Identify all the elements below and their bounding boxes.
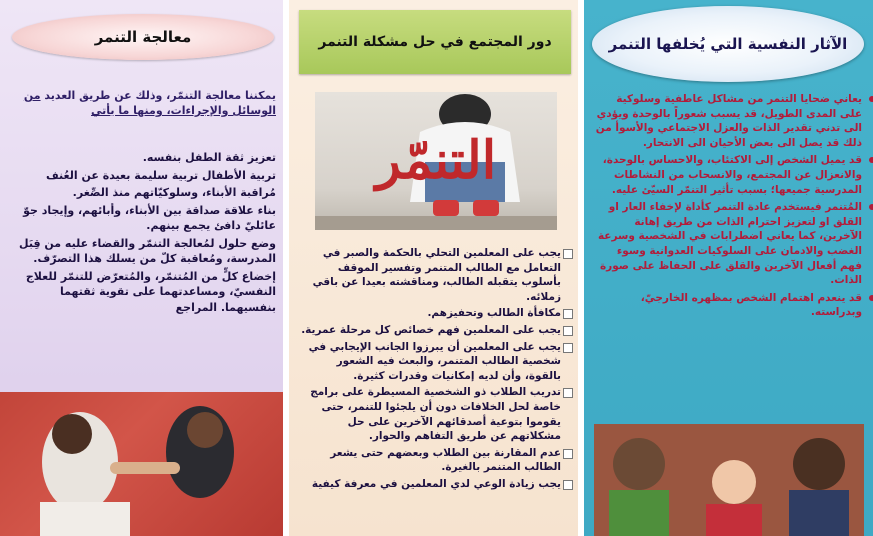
left-title: معالجة التنمر <box>94 28 192 46</box>
list-item: المُتنمر فيستخدم عادة التنمر كأداة لإخفاء العار او القلق او لتعزيز احترام الذات من طريق إهانة الآخرين، كما يعاني اضطرابات في الشخصية وسرعة الغضب والادمان على السلوكيات العدوانية وسوء فهم أفعال الآخرين والقلق على الحفاظ على صورة الذات. <box>592 200 862 288</box>
bullet-icon <box>283 274 286 280</box>
panel-bullying-treatment <box>0 0 286 536</box>
bullet-icon <box>869 96 873 102</box>
middle-photo-sad-child <box>315 92 557 230</box>
checkbox-icon <box>563 309 573 319</box>
right-title-banner <box>592 6 864 82</box>
left-intro-underlined-1: من <box>23 89 41 102</box>
left-title-banner <box>12 14 274 60</box>
left-intro <box>8 88 276 118</box>
list-item: قد يميل الشخص إلى الاكتئاب، والاحساس بالوحدة، والانعزال عن المجتمع، والانسحاب من النشاطات المدرسية جميعها؛ بسبب تأثير التنمّر السيّئ عليه. <box>592 153 862 197</box>
list-item: يجب زيادة الوعي لدي المعلمين في معرفة كيفية <box>297 477 573 492</box>
list-item: مكافأة الطالب وتحفيزهم. <box>297 306 573 321</box>
list-item: بناء علاقة صداقة بين الأبناء، وأبائهم، وإيجاد جوّ عائليّ دافئ يجمع بينهم. <box>8 203 276 234</box>
left-intro-underlined-2: الوسائل والإجراءات، ومنها ما يأتي <box>91 104 276 117</box>
bullet-icon <box>283 173 286 179</box>
bullet-icon <box>869 204 873 210</box>
bullet-icon <box>283 190 286 196</box>
left-photo-children-fighting <box>0 392 286 536</box>
list-item: يعاني ضحايا التنمر من مشاكل عاطفية وسلوكية على المدى الطويل، قد يسبب شعوراً بالوحدة ويؤدي الى تدني تقدير الذات والعزل الاجتماعي والأسوأ من ذلك قد يصل الى بعض الأحيان الى الانتحار. <box>592 92 862 150</box>
checkbox-icon <box>563 343 573 353</box>
checkbox-icon <box>563 388 573 398</box>
right-title: الآثار النفسية التي يُخلفها التنمر <box>608 35 848 53</box>
list-item: يجب على المعلمين فهم خصائص كل مرحلة عمرية. <box>297 323 573 338</box>
list-item: عدم المقارنة بين الطلاب وبعضهم حتى يشعر الطالب المتنمر بالغيرة. <box>297 446 573 475</box>
left-list <box>8 150 286 317</box>
bullet-icon <box>283 241 286 247</box>
list-item: تعزيز ثقة الطفل بنفسه. <box>8 150 276 166</box>
checkbox-icon <box>563 480 573 490</box>
list-item: يجب على المعلمين التحلي بالحكمة والصبر في التعامل مع الطالب المتنمر وتفسير الموقف بأسلوب يتقبله الطالب، ومناقشته بعيدا عن باقي زملائه. <box>297 246 573 304</box>
list-item: مُراقبة الأبناء، وسلوكيّاتهم منذ الصِّغر. <box>8 185 276 201</box>
list-item: يجب على المعلمين أن يبرزوا الجانب الإيجابي في شخصية الطالب المتنمر، والبعث فيه الشعور بالقوة، وأن لديه إمكانيات وقدرات كثيرة. <box>297 340 573 384</box>
list-item: تدريب الطلاب ذو الشخصية المسيطرة على برامج خاصة لحل الخلافات دون أن يلجئوا للتنمر، حتى يقوموا بتوعية أصدقائهم الآخرين على حل مشكلاتهم عن طريق التفاهم والحوار. <box>297 385 573 443</box>
checkbox-icon <box>563 326 573 336</box>
middle-photo-word: التنمّر <box>375 130 497 191</box>
children-fighting-illustration <box>0 392 286 536</box>
bullet-icon <box>869 157 873 163</box>
bullied-child-illustration <box>594 424 864 536</box>
left-intro-main: يمكننا معالجة التنمّر، وذلك عن طريق العديد <box>44 89 276 102</box>
checkbox-icon <box>563 249 573 259</box>
checkbox-icon <box>563 449 573 459</box>
bullet-icon <box>869 295 873 301</box>
panel-community-role <box>289 0 581 536</box>
list-item: إخضاع كلٍّ من المُتنمّر، والمُتعرّض للتنمّر للعلاج النفسيّ، ومساعدتهما على تقوية ثقتهما بنفسيهما. المراجع <box>8 269 276 316</box>
middle-title-banner <box>299 10 571 74</box>
middle-title: دور المجتمع في حل مشكلة التنمر <box>318 34 552 50</box>
middle-list <box>297 246 573 494</box>
right-list <box>592 92 873 323</box>
panel-psychological-effects <box>584 0 873 536</box>
list-item: وضع حلول لمُعالجة التنمّر والقضاء عليه من قِبَل المدرسة، ومُعاقبة كلّ من يسلك هذا التصرّف. <box>8 236 276 267</box>
list-item: تربية الأطفال تربية سليمة بعيدة عن العُنف <box>8 168 276 184</box>
list-item: قد ينعدم اهتمام الشخص بمظهره الخارجيّ، وبدراسته. <box>592 291 862 320</box>
right-photo-children <box>594 424 864 536</box>
bullet-icon <box>283 208 286 214</box>
bullet-icon <box>283 155 286 161</box>
